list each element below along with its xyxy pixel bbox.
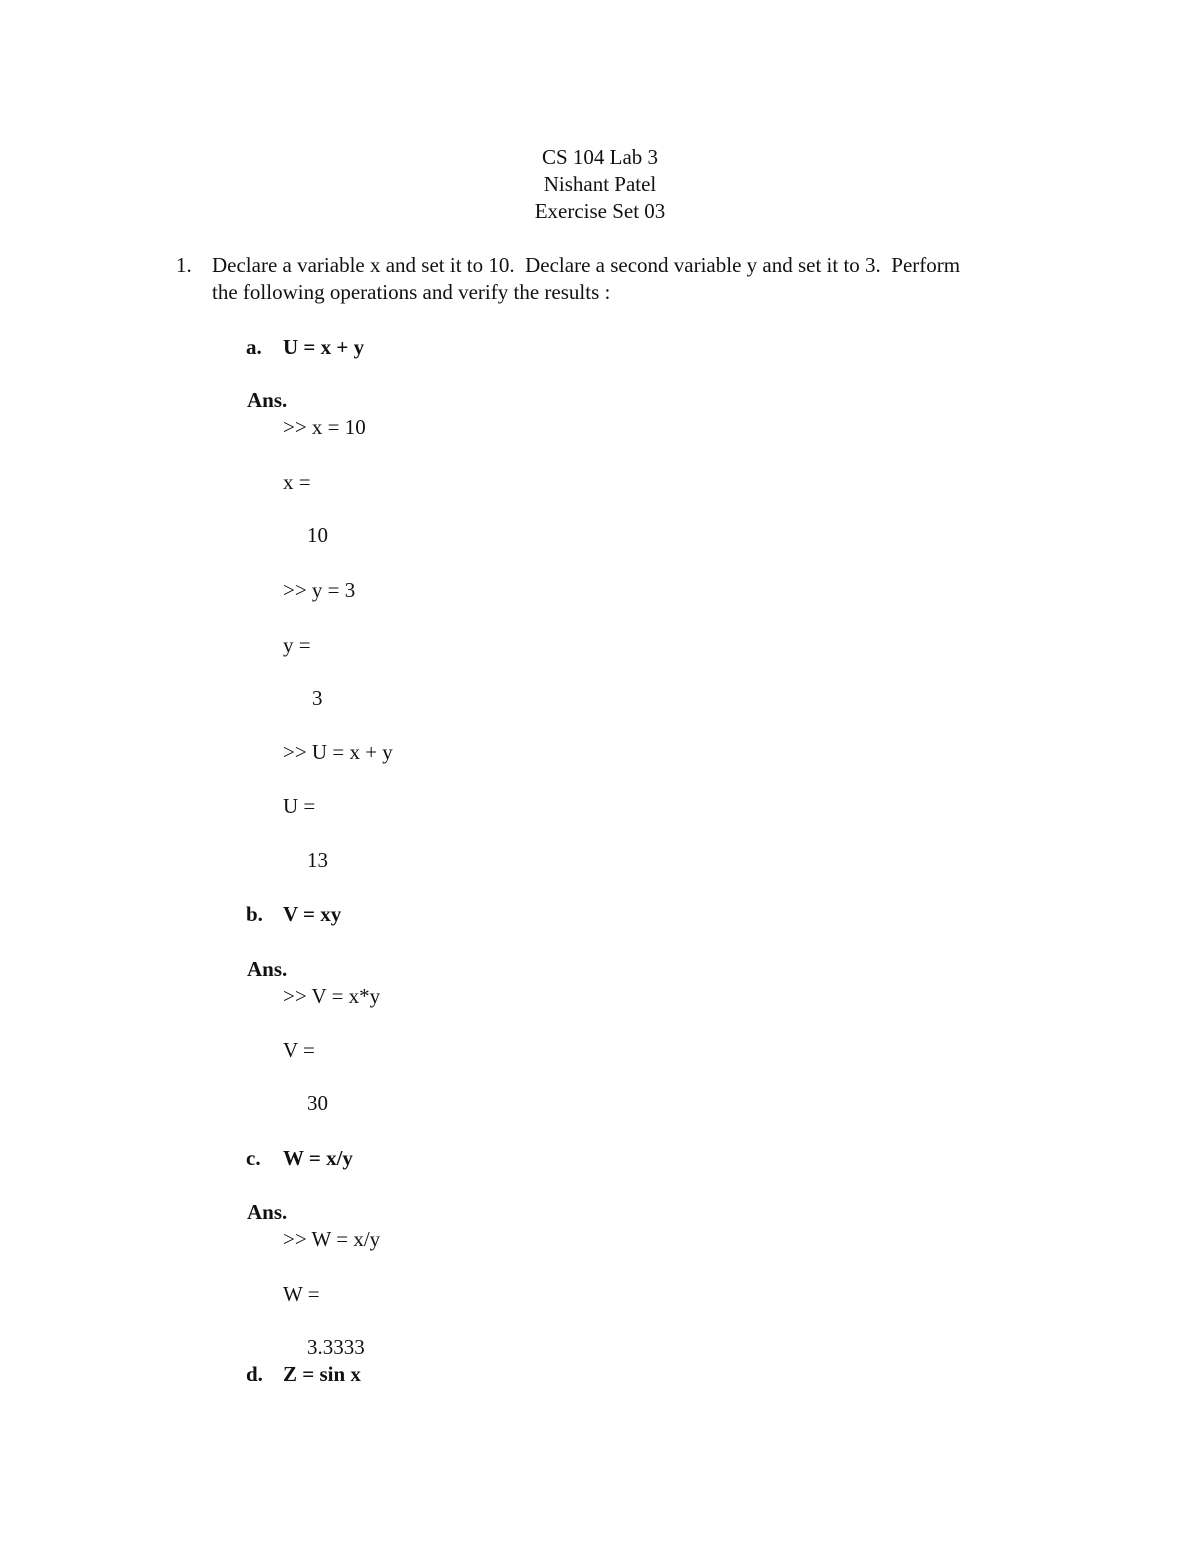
part-c-expression: W = x/y bbox=[283, 1146, 353, 1170]
part-c-code-line: >> W = x/y bbox=[283, 1227, 381, 1251]
question-text-line2: the following operations and verify the results : bbox=[212, 280, 611, 304]
question-number: 1. bbox=[176, 253, 192, 277]
part-a-expression: U = x + y bbox=[283, 335, 365, 359]
part-b-expression: V = xy bbox=[283, 902, 342, 926]
question-text-line1: Declare a variable x and set it to 10. Declare a second variable y and set it to 3. Perform bbox=[212, 253, 961, 277]
part-b-code-line: >> V = x*y bbox=[283, 984, 381, 1008]
part-a-code-line: >> U = x + y bbox=[283, 740, 393, 764]
part-c-code-line: W = bbox=[283, 1282, 320, 1306]
part-b-code-line: 30 bbox=[307, 1091, 328, 1115]
part-a-code-line: U = bbox=[283, 794, 316, 818]
part-a-label: a. bbox=[246, 335, 262, 359]
course-title: CS 104 Lab 3 bbox=[541, 145, 659, 169]
part-d-expression: Z = sin x bbox=[283, 1362, 361, 1386]
part-a-code-line: 13 bbox=[307, 848, 328, 872]
part-d-label: d. bbox=[246, 1362, 263, 1386]
part-a-code-line: 10 bbox=[307, 523, 328, 547]
part-a-code-line: >> x = 10 bbox=[283, 415, 366, 439]
part-b-ans-label: Ans. bbox=[247, 957, 288, 981]
part-c-code-line: 3.3333 bbox=[307, 1335, 365, 1359]
part-a-code-line: y = bbox=[283, 633, 311, 657]
part-c-label: c. bbox=[246, 1146, 261, 1170]
part-b-label: b. bbox=[246, 902, 263, 926]
part-a-code-line: x = bbox=[283, 470, 311, 494]
author-name: Nishant Patel bbox=[543, 172, 657, 196]
exercise-title: Exercise Set 03 bbox=[534, 199, 666, 223]
part-b-code-line: V = bbox=[283, 1038, 315, 1062]
part-a-code-line: 3 bbox=[312, 686, 323, 710]
part-c-ans-label: Ans. bbox=[247, 1200, 288, 1224]
part-a-code-line: >> y = 3 bbox=[283, 578, 356, 602]
part-a-ans-label: Ans. bbox=[247, 388, 288, 412]
